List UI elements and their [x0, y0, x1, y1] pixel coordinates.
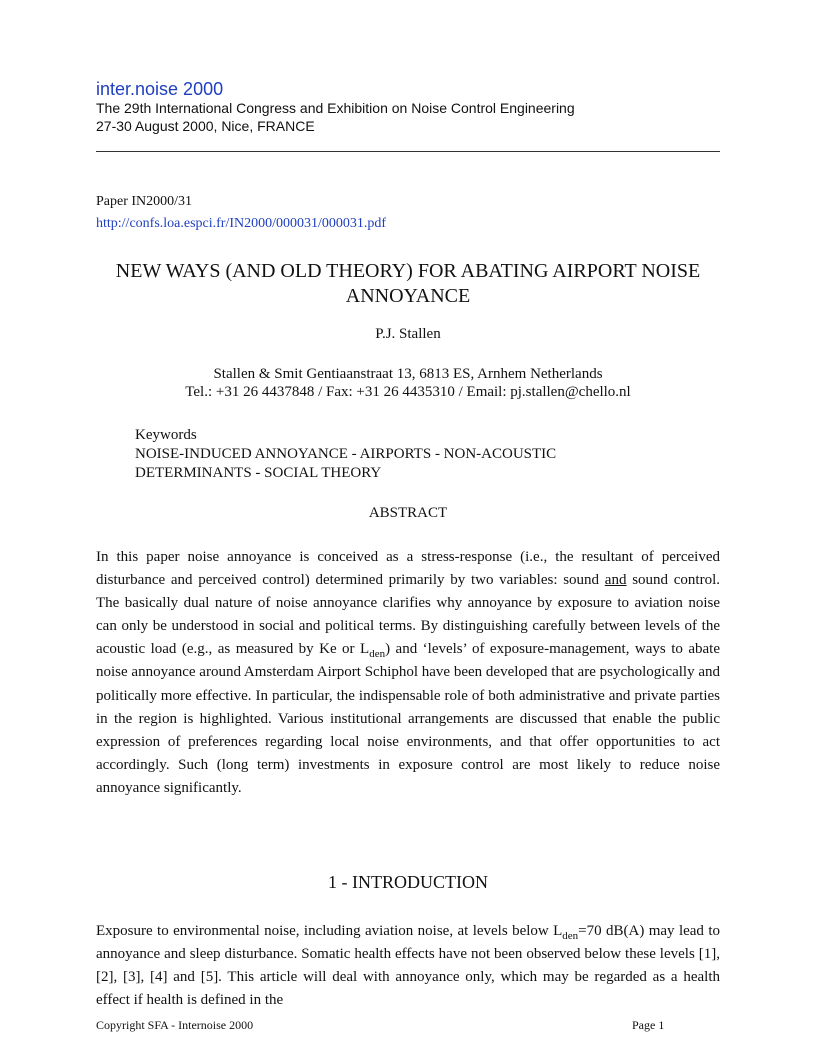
- header-divider: [96, 151, 720, 152]
- abstract-underlined-word: and: [604, 572, 627, 589]
- introduction-subscript: den: [562, 930, 579, 942]
- abstract-text-part-1: In this paper noise annoyance is conceived as a stress-response (i.e., the resultant of perceived disturbance and perceived control) determined primarily by two variables: sound: [96, 549, 720, 589]
- conference-dates-location: 27-30 August 2000, Nice, FRANCE: [96, 118, 315, 134]
- paper-url-link[interactable]: http://confs.loa.espci.fr/IN2000/000031/000031.pdf: [96, 216, 387, 231]
- introduction-text-part-1: Exposure to environmental noise, including aviation noise, at levels below L: [96, 923, 563, 939]
- affiliation-address: Stallen & Smit Gentiaanstraat 13, 6813 ES, Arnhem Netherlands: [213, 366, 603, 382]
- conference-header: [96, 79, 720, 135]
- conference-full-name: The 29th International Congress and Exhibition on Noise Control Engineering: [96, 100, 575, 116]
- conference-name: inter.noise 2000: [96, 79, 224, 99]
- author-name: P.J. Stallen: [375, 326, 441, 342]
- abstract-text-part-2: sound control. The basically dual nature of noise annoyance clarifies why annoyance by exposure to aviation noise can only be understood in social and political terms. By distinguishing carefully between levels of the acoustic load (e.g., as measured by Ke or L: [96, 572, 720, 658]
- introduction-text: [96, 920, 720, 1012]
- keywords-line-2: DETERMINANTS - SOCIAL THEORY: [135, 465, 382, 481]
- footer-page-number: Page 1: [632, 1018, 665, 1032]
- keywords-label: Keywords: [135, 427, 197, 443]
- section-heading-introduction: 1 - INTRODUCTION: [328, 872, 488, 892]
- paper-id: Paper IN2000/31: [96, 194, 193, 209]
- abstract-text-part-3: ) and ‘levels’ of exposure-management, ways to abate noise annoyance around Amsterdam Airport Schiphol have been developed that are psychologically and politically more effective. In particular, the indispensable role of both administrative and private parties in the region is highlighted. Various institutional arrangements are discussed that enable the public expression of preferences regarding local noise environments, and that offer opportunities to act accordingly. Such (long term) investments in exposure control are most likely to reduce noise annoyance significantly.: [96, 641, 720, 796]
- introduction-text-part-2: =70 dB(A) may lead to annoyance and sleep disturbance. Somatic health effects have not been observed below these levels [1], [2], [3], [4] and [5]. This article will deal with annoyance only, which may be regarded as a health effect if health is defined in the: [96, 923, 720, 1009]
- keywords-line-1: NOISE-INDUCED ANNOYANCE - AIRPORTS - NON-ACOUSTIC: [135, 446, 557, 462]
- footer-copyright: Copyright SFA - Internoise 2000: [96, 1018, 254, 1032]
- abstract-text: [96, 546, 720, 800]
- affiliation-contact: Tel.: +31 26 4437848 / Fax: +31 26 4435310 / Email: pj.stallen@chello.nl: [185, 384, 631, 400]
- abstract-subscript: den: [369, 648, 386, 661]
- abstract-heading: ABSTRACT: [368, 505, 448, 521]
- paper-title: NEW WAYS (AND OLD THEORY) FOR ABATING AIRPORT NOISE ANNOYANCE: [115, 260, 701, 307]
- keywords-block: [135, 426, 695, 483]
